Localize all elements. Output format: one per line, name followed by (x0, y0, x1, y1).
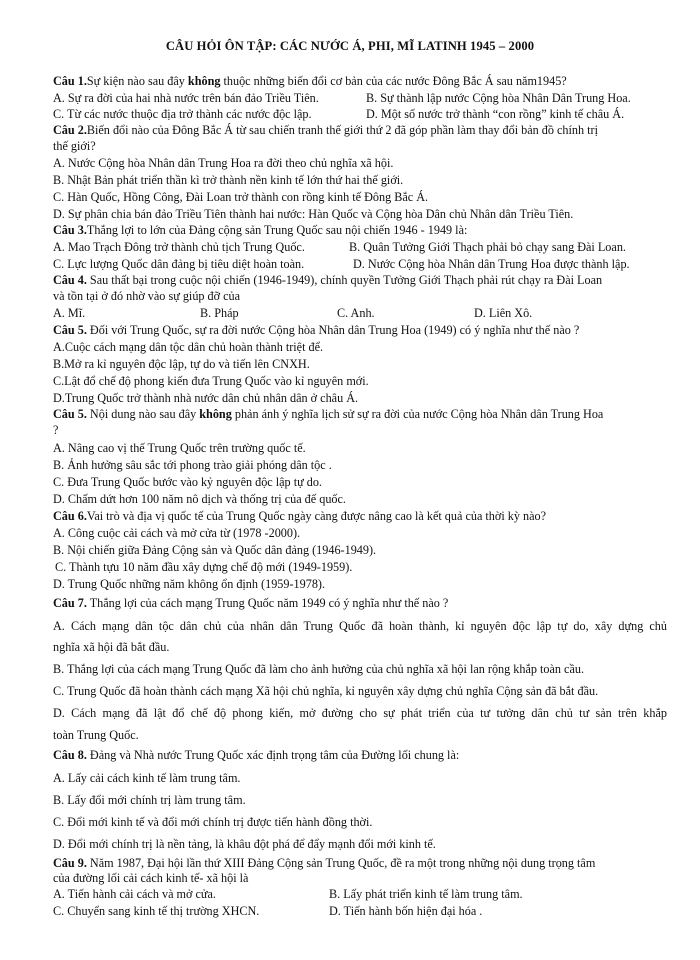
question-6-stem: Câu 6.Vai trò và địa vị quốc tế của Trung Quốc ngày càng được nâng cao là kết quả của thời kỳ nào? (53, 509, 546, 523)
option-3b: B. Quân Tưởng Giới Thạch phải bỏ chạy sang Đài Loan. (349, 240, 626, 254)
page-title: CÂU HỎI ÔN TẬP: CÁC NƯỚC Á, PHI, MĨ LATINH 1945 – 2000 (165, 39, 535, 53)
question-5-stem: Câu 5. Đối với Trung Quốc, sự ra đời nước Cộng hòa Nhân dân Trung Hoa (1949) có ý nghĩa như thế nào ? (53, 323, 580, 337)
option-7a: A. Cách mạng dân tộc dân chủ của nhân dân Trung Quốc đã hoàn thành, kỉ nguyên độc lập tự do, xây dựng chủ (53, 619, 667, 633)
option-4d: D. Liên Xô. (474, 306, 533, 320)
question-number: Câu 8. (53, 748, 87, 762)
option-8d: D. Đổi mới chính trị là nền tảng, là khâu đột phá để đẩy mạnh đổi mới kinh tế. (53, 837, 436, 851)
option-2b: B. Nhật Bản phát triển thần kì trở thành nền kinh tế lớn thứ hai thế giới. (53, 173, 404, 187)
question-9-stem: Câu 9. Năm 1987, Đại hội lần thứ XIII Đảng Cộng sản Trung Quốc, đề ra một trong những nội dung trọng tâm (53, 856, 596, 870)
question-4-stem: Câu 4. Sau thất bại trong cuộc nội chiến (1946-1949), chính quyền Tưởng Giới Thạch phải rút chạy ra Đài Loan (53, 273, 603, 287)
option-7d: D. Cách mạng đã lật đổ chế độ phong kiến, mở đường cho sự phát triển của tư tưởng dân chủ tư sản trên khắp (53, 706, 667, 720)
option-3d: D. Nước Cộng hòa Nhân dân Trung Hoa được thành lập. (353, 257, 630, 271)
option-6a: A. Công cuộc cải cách và mở cửa từ (1978 -2000). (53, 526, 301, 540)
option-8c: C. Đổi mới kinh tế và đổi mới chính trị được tiến hành đồng thời. (53, 815, 373, 829)
option-5c: C.Lật đổ chế độ phong kiến đưa Trung Quốc vào kỉ nguyên mới. (53, 374, 369, 388)
option-4c: C. Anh. (337, 306, 375, 320)
option-9c: C. Chuyển sang kinh tế thị trường XHCN. (53, 904, 260, 918)
question-number: Câu 2. (53, 123, 87, 137)
option-9b: B. Lấy phát triển kinh tế làm trung tâm. (329, 887, 523, 901)
question-2-stem-cont: thế giới? (53, 139, 96, 153)
option-8a: A. Lấy cải cách kinh tế làm trung tâm. (53, 771, 241, 785)
question-9-stem-cont: của đường lối cải cách kinh tế- xã hội là (53, 871, 249, 885)
option-1a: A. Sự ra đời của hai nhà nước trên bán đảo Triều Tiên. (53, 91, 319, 105)
option-5a: A.Cuộc cách mạng dân tộc dân chủ hoàn thành triệt để. (53, 340, 324, 354)
option-8b: B. Lấy đổi mới chính trị làm trung tâm. (53, 793, 246, 807)
option-9d: D. Tiến hành bốn hiện đại hóa . (329, 904, 483, 918)
question-number: Câu 5. (53, 323, 87, 337)
question-1-stem: Câu 1.Sự kiện nào sau đây không thuộc những biến đổi cơ bản của các nước Đông Bắc Á sau năm1945? (53, 74, 567, 88)
option-9a: A. Tiến hành cải cách và mở cửa. (53, 887, 216, 901)
option-6b: B. Nội chiến giữa Đảng Cộng sản và Quốc dân đảng (1946-1949). (53, 543, 377, 557)
option-2d: D. Sự phân chia bán đảo Triều Tiên thành hai nước: Hàn Quốc và Cộng hòa Dân chủ Nhân dân Triều Tiên. (53, 207, 574, 221)
question-number: Câu 1. (53, 74, 87, 88)
question-number: Câu 3. (53, 223, 87, 237)
option-2c: C. Hàn Quốc, Hồng Công, Đài Loan trở thành con rồng kinh tế Đông Bắc Á. (53, 190, 429, 204)
option-1c: C. Từ các nước thuộc địa trở thành các nước độc lập. (53, 107, 312, 121)
option-6d: D. Trung Quốc những năm không ổn định (1959-1978). (53, 577, 326, 591)
option-1d: D. Một số nước trở thành “con rồng” kinh tế châu Á. (366, 107, 625, 121)
option-5d: D.Trung Quốc trở thành nhà nước dân chủ nhân dân ở châu Á. (53, 391, 359, 405)
option-3c: C. Lực lượng Quốc dân đảng bị tiêu diệt hoàn toàn. (53, 257, 305, 271)
option-5b: B.Mở ra kỉ nguyên độc lập, tự do và tiến lên CNXH. (53, 357, 310, 371)
question-5b-stem-cont: ? (53, 423, 59, 437)
option-5b-b: B. Ảnh hưởng sâu sắc tới phong trào giải phóng dân tộc . (53, 458, 332, 472)
option-5b-a: A. Nâng cao vị thế Trung Quốc trên trường quốc tế. (53, 441, 306, 455)
question-5b-stem: Câu 5. Nội dung nào sau đây không phản ánh ý nghĩa lịch sử sự ra đời của nước Cộng hòa Nhân dân Trung Hoa (53, 407, 604, 421)
option-4a: A. Mĩ. (53, 306, 86, 320)
option-5b-c: C. Đưa Trung Quốc bước vào kỷ nguyên độc lập tự do. (53, 475, 322, 489)
option-6c: C. Thành tựu 10 năm đầu xây dựng chế độ mới (1949-1959). (55, 560, 353, 574)
question-3-stem: Câu 3.Thắng lợi to lớn của Đảng cộng sản Trung Quốc sau nội chiến 1946 - 1949 là: (53, 223, 468, 237)
option-1b: B. Sự thành lập nước Cộng hòa Nhân Dân Trung Hoa. (366, 91, 631, 105)
question-7-stem: Câu 7. Thắng lợi của cách mạng Trung Quốc năm 1949 có ý nghĩa như thế nào ? (53, 596, 449, 610)
question-4-stem-cont: và tồn tại ở đó nhờ vào sự giúp đỡ của (53, 289, 241, 303)
question-number: Câu 9. (53, 856, 87, 870)
question-number: Câu 7. (53, 596, 87, 610)
question-number: Câu 5. (53, 407, 87, 421)
option-7c: C. Trung Quốc đã hoàn thành cách mạng Xã hội chủ nghĩa, kỉ nguyên xây dựng chủ nghĩa Cộng sản đã bắt đầu. (53, 684, 599, 698)
option-7b: B. Thắng lợi của cách mạng Trung Quốc đã làm cho ảnh hưởng của chủ nghĩa xã hội lan rộng khắp toàn cầu. (53, 662, 585, 676)
question-2-stem: Câu 2.Biến đổi nào của Đông Bắc Á từ sau chiến tranh thế giới thứ 2 đã góp phần làm thay đổi bản đồ chính trị (53, 123, 598, 137)
option-2a: A. Nước Cộng hòa Nhân dân Trung Hoa ra đời theo chủ nghĩa xã hội. (53, 156, 394, 170)
option-5b-d: D. Chấm dứt hơn 100 năm nô dịch và thống trị của đế quốc. (53, 492, 346, 506)
question-8-stem: Câu 8. Đảng và Nhà nước Trung Quốc xác định trọng tâm của Đường lối chung là: (53, 748, 460, 762)
question-number: Câu 4. (53, 273, 87, 287)
option-7d-cont: toàn Trung Quốc. (53, 728, 139, 742)
option-4b: B. Pháp (200, 306, 239, 320)
option-3a: A. Mao Trạch Đông trở thành chủ tịch Trung Quốc. (53, 240, 305, 254)
question-number: Câu 6. (53, 509, 87, 523)
option-7a-cont: nghĩa xã hội đã bắt đầu. (53, 640, 170, 654)
